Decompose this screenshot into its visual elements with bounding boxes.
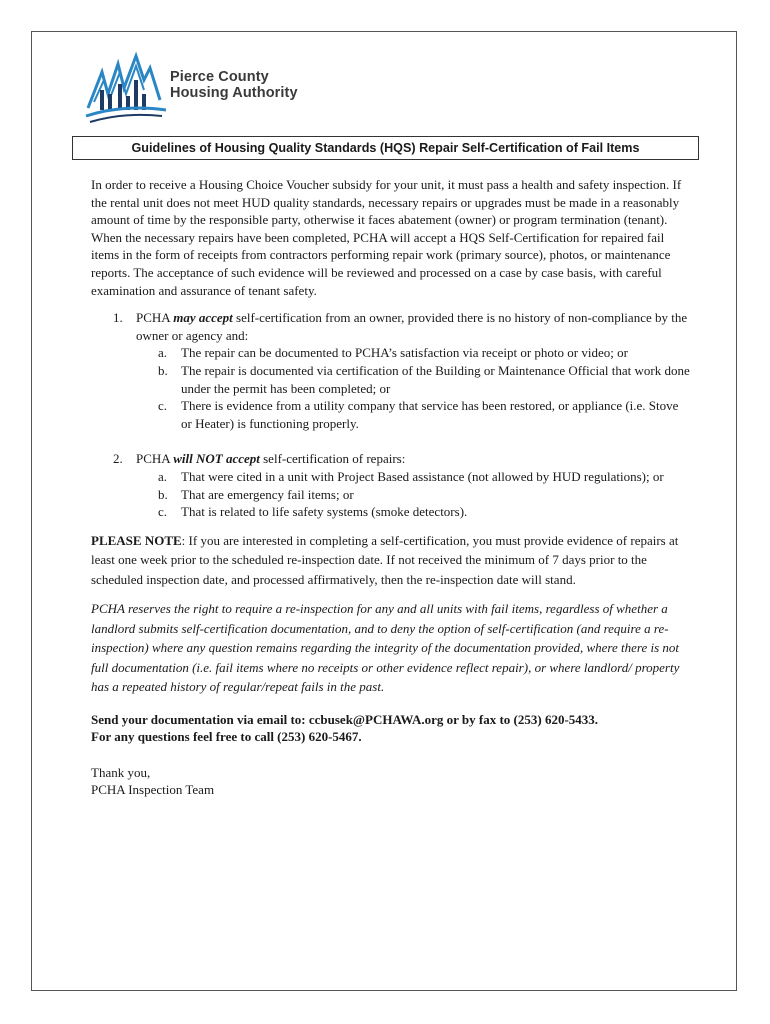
logo-line-2: Housing Authority (170, 85, 298, 101)
item-number: 2. (113, 451, 123, 467)
sub-text: That were cited in a unit with Project Based assistance (not allowed by HUD regulations); or (181, 468, 664, 484)
closing (91, 764, 691, 799)
item-pre: PCHA (136, 451, 174, 467)
guideline-list (91, 309, 691, 521)
sub-text: That are emergency fail items; or (181, 486, 354, 502)
guideline-item-2 (91, 450, 691, 520)
document-page (31, 31, 737, 991)
guideline-item-1 (91, 309, 691, 432)
please-note-text: : If you are interested in completing a self-certification, you must provide evidence of repairs at least one week prior to the scheduled re-inspection date. If not received the minimum of 7 days prior to the scheduled inspection date, and processed affirmatively, then the re-inspection date will stand. (91, 532, 679, 587)
sub-item-1b (136, 362, 691, 397)
item-post: self-certification from an owner, provided there is no history of non-compliance by the owner or agency and: (136, 310, 688, 343)
logo-line-1: Pierce County (170, 69, 269, 85)
sub-text: That is related to life safety systems (smoke detectors). (181, 504, 468, 520)
item-post: self-certification of repairs: (259, 451, 406, 467)
sub-list-1 (136, 344, 691, 432)
closing-signature: PCHA Inspection Team (91, 782, 215, 798)
pcha-logo (84, 50, 314, 130)
document-body (91, 176, 691, 799)
sub-item-1a (136, 344, 691, 362)
sub-item-2b (136, 486, 691, 504)
sub-letter: b. (158, 362, 168, 378)
sub-text: There is evidence from a utility company that service has been restored, or appliance (i.e. Stove or Heater) is functioning properly. (181, 398, 679, 431)
sub-letter: a. (158, 345, 168, 361)
sub-item-1c (136, 397, 691, 432)
closing-thanks: Thank you, (91, 764, 151, 780)
contact-info (91, 711, 691, 746)
sub-text: The repair is documented via certification of the Building or Maintenance Official that work done under the permit has been completed; or (181, 362, 690, 396)
sub-list-2 (136, 468, 691, 521)
sub-letter: c. (158, 504, 168, 520)
item-emphasis: will NOT accept (173, 451, 260, 467)
sub-letter: c. (158, 398, 168, 414)
intro-paragraph: In order to receive a Housing Choice Voucher subsidy for your unit, it must pass a health and safety inspection. If the rental unit does not meet HUD quality standards, necessary repairs or upgrades must be made in a reasonably amount of time by the responsible party, otherwise it faces abatement (owner) or program termination (tenant). When the necessary repairs have been completed, PCHA will accept a HQS Self-Certification for repaired fail items in the form of receipts from contractors performing repair work (primary source), photos, or maintenance reports. The acceptance of such evidence will be reviewed and processed on a case by case basis, with careful examination and assurance of tenant safety. (91, 177, 682, 298)
item-emphasis: may accept (173, 310, 233, 326)
contact-line-phone: For any questions feel free to call (253) 620-5467. (91, 729, 362, 745)
sub-text: The repair can be documented to PCHA’s satisfaction via receipt or photo or video; or (181, 345, 628, 361)
logo-text (170, 69, 298, 101)
house-skyline-icon (84, 50, 174, 130)
sub-letter: b. (158, 486, 168, 502)
reserve-rights-paragraph: PCHA reserves the right to require a re-inspection for any and all units with fail items, regardless of whether a landlord submits self-certification documentation, and to deny the option of self-certification (and require a re-inspection) where any question remains regarding the integrity of the documentation provided, where there is not full documentation (i.e. fail items where no receipts or other evidence reflect repair), or where landlord/ property has a repeated history of regular/repeat fails in the past. (91, 601, 680, 695)
please-note-paragraph (91, 531, 691, 590)
document-title: Guidelines of Housing Quality Standards (HQS) Repair Self-Certification of Fail Items (72, 136, 699, 160)
contact-line-email-fax: Send your documentation via email to: ccbusek@PCHAWA.org or by fax to (253) 620-5433. (91, 711, 599, 727)
item-pre: PCHA (136, 310, 174, 326)
item-number: 1. (113, 310, 123, 326)
sub-item-2c (136, 503, 691, 521)
sub-letter: a. (158, 468, 168, 484)
please-note-label: PLEASE NOTE (91, 532, 182, 548)
sub-item-2a (136, 468, 691, 486)
